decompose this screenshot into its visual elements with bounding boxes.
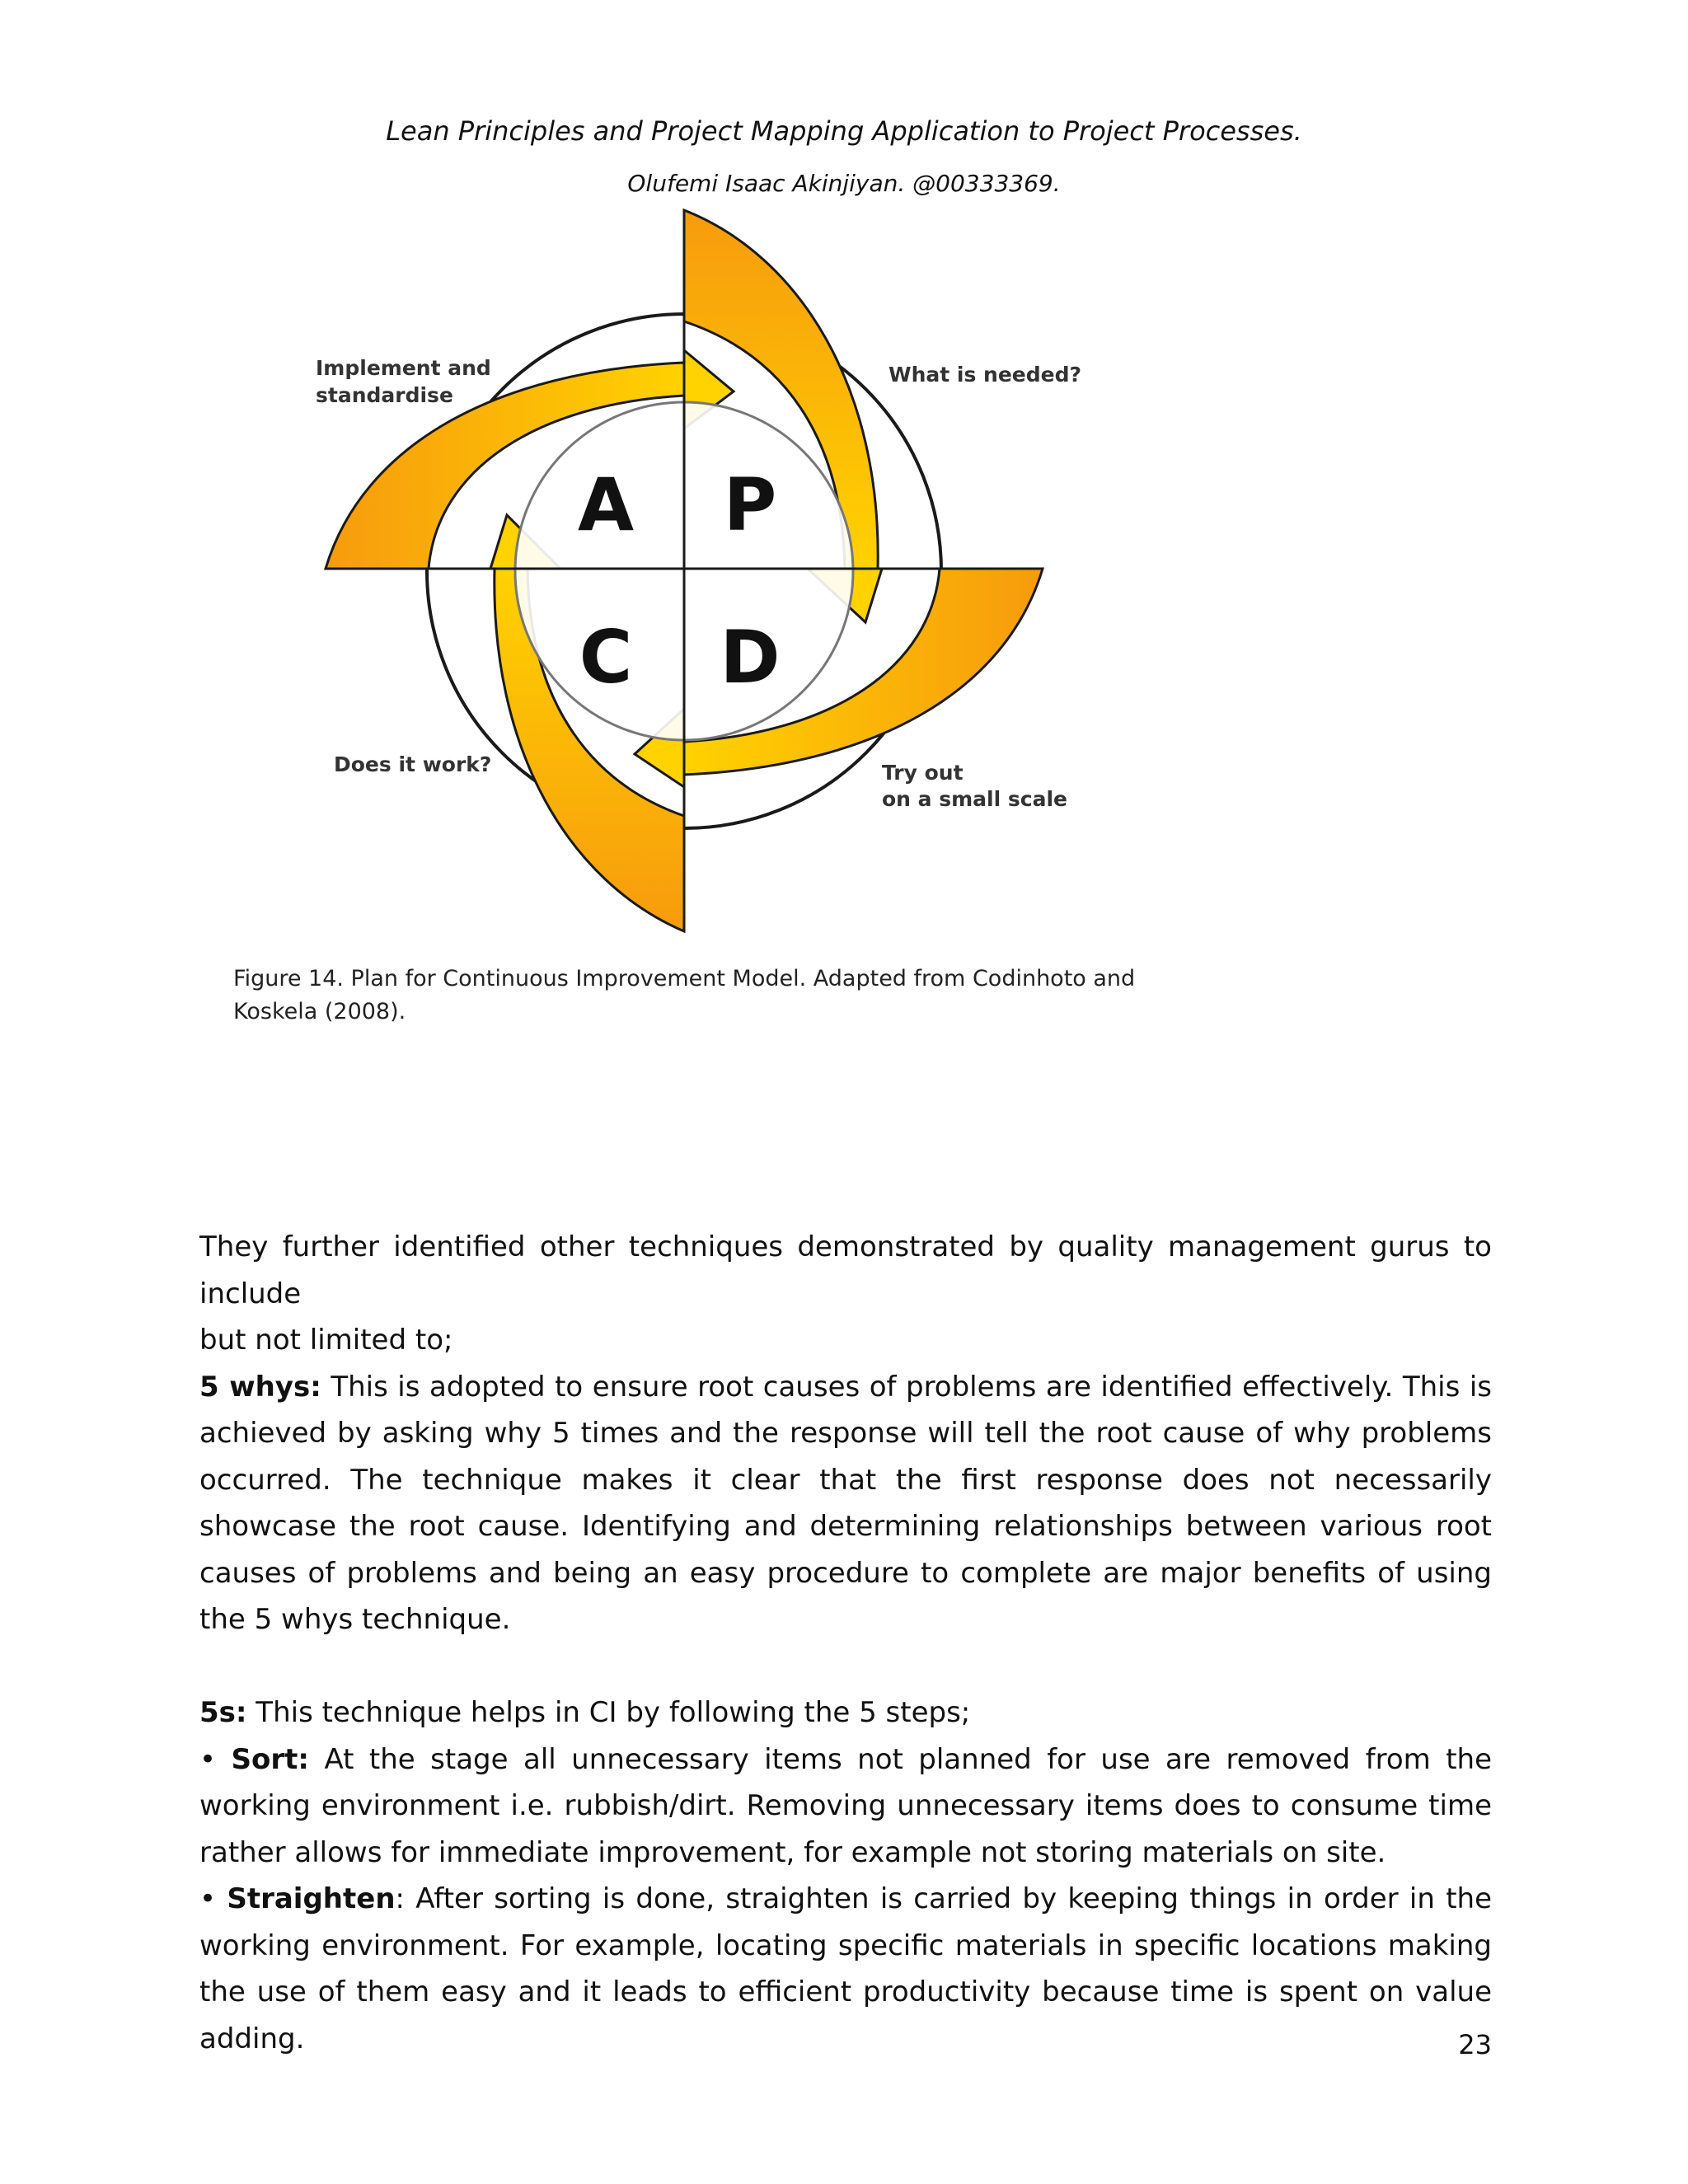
five-s-paragraph — [199, 1690, 1492, 1736]
five-whys-term: 5 whys: — [199, 1370, 321, 1404]
intro-paragraph — [199, 1224, 1492, 1364]
label-implement-line1: Implement and — [316, 356, 491, 380]
quadrant-letter-p: P — [723, 462, 777, 547]
figure-caption-line1: Figure 14. Plan for Continuous Improvement Model. Adapted from Codinhoto and — [233, 966, 1136, 991]
quadrant-letter-c: C — [579, 615, 633, 700]
label-implement-line2: standardise — [316, 383, 453, 407]
figure-caption — [233, 963, 1165, 1029]
sort-bullet — [199, 1736, 1492, 1877]
five-whys-text: This is adopted to ensure root causes of problems are identified effectively. This is achieved by asking why 5 times and the response will tell the root cause of why problems occurred. The technique makes it clear that the first response does not necessarily showcase the root cause. Identifying and determining relationships between various root causes of problems and being an easy procedure to complete are major benefits of using the 5 whys technique. — [199, 1370, 1493, 1636]
straighten-bullet — [199, 1876, 1492, 2062]
bullet-marker: • — [199, 1882, 217, 1915]
five-whys-paragraph — [199, 1364, 1492, 1643]
label-try-out-line1: Try out — [882, 761, 964, 785]
five-s-term: 5s: — [199, 1696, 247, 1729]
body-text — [199, 1224, 1492, 2062]
label-what-is-needed: What is needed? — [889, 363, 1082, 387]
sort-text: At the stage all unnecessary items not planned for use are removed from the working environment i.e. rubbish/dirt. Removing unnecessary items does to consume time rather allows for immediate improvement, for example not storing materials on site. — [199, 1742, 1492, 1869]
pdca-cycle-diagram — [305, 206, 1088, 940]
intro-line1: They further identified other techniques demonstrated by quality management gurus to include — [199, 1230, 1492, 1310]
quadrant-letter-d: D — [720, 615, 781, 700]
page-number: 23 — [1458, 2029, 1492, 2060]
intro-line2: but not limited to; — [199, 1324, 453, 1357]
figure-caption-line2: Koskela (2008). — [233, 999, 406, 1024]
straighten-term: Straighten — [227, 1882, 396, 1915]
quadrant-letter-a: A — [577, 462, 635, 547]
label-does-it-work: Does it work? — [334, 752, 492, 776]
paragraph-gap — [199, 1643, 1492, 1690]
straighten-text: : After sorting is done, straighten is carried by keeping things in order in the working environment. For example, locating specific materials in specific locations making the use of them easy and it leads to efficient productivity because time is spent on value adding. — [199, 1882, 1492, 2055]
running-header-author: Olufemi Isaac Akinjiyan. @00333369. — [627, 170, 1061, 197]
label-try-out-line2: on a small scale — [882, 787, 1067, 811]
bullet-marker: • — [199, 1742, 217, 1776]
sort-term: Sort: — [231, 1742, 309, 1776]
five-s-text: This technique helps in CI by following the 5 steps; — [246, 1696, 971, 1729]
running-header-title: Lean Principles and Project Mapping Application to Project Processes. — [386, 115, 1302, 147]
pdca-svg — [305, 206, 1088, 940]
